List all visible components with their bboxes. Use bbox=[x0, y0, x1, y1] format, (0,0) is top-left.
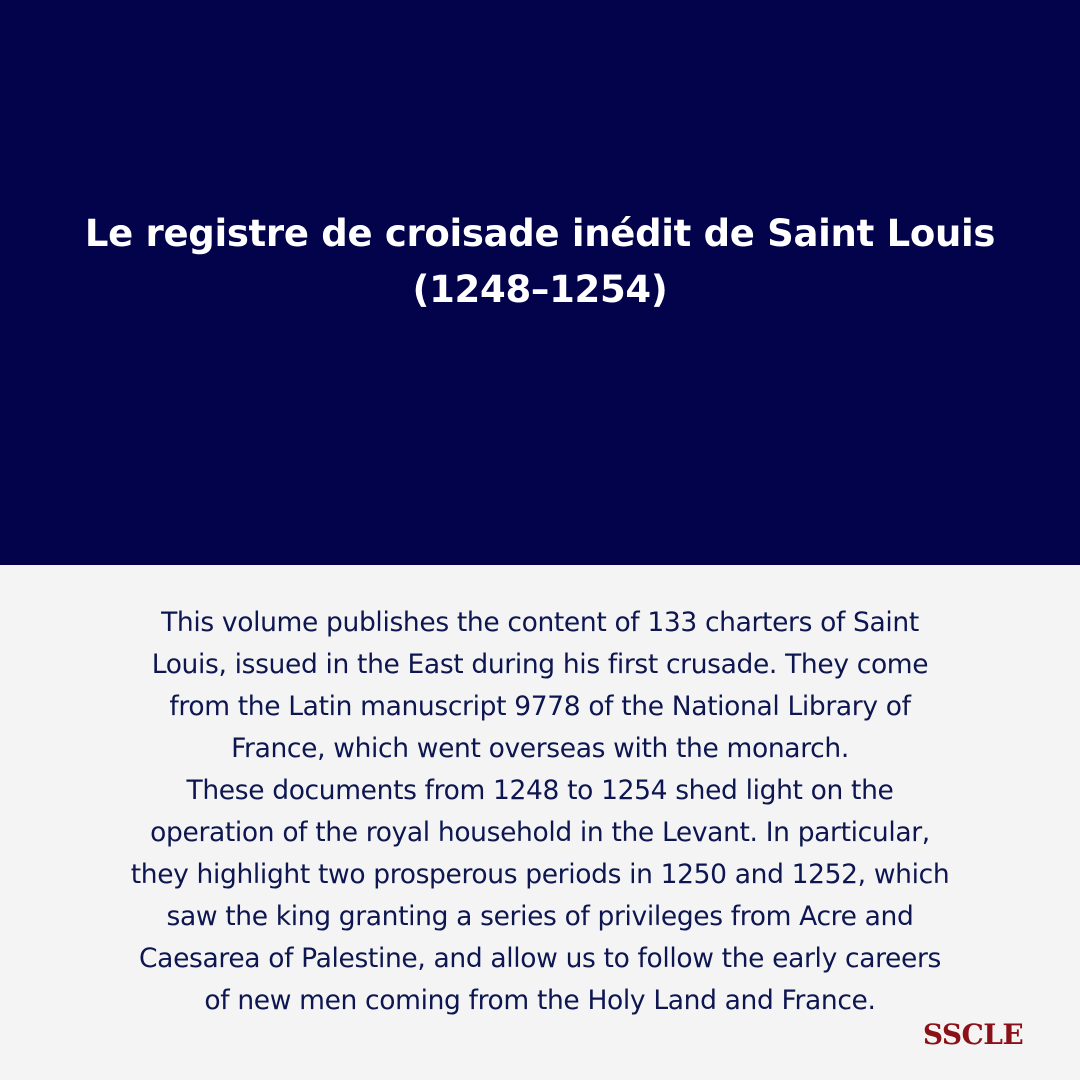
description-line-8: saw the king granting a series of privileges from Acre and bbox=[166, 901, 914, 932]
description-line-7: they highlight two prosperous periods in 1250 and 1252, which bbox=[130, 859, 950, 890]
description-panel bbox=[0, 565, 1080, 1080]
description-line-1: This volume publishes the content of 133 charters of Saint bbox=[161, 607, 919, 638]
sscle-logo-text: SSCLE bbox=[922, 1018, 1024, 1051]
title-line-1: Le registre de croisade inédit de Saint Louis bbox=[84, 212, 996, 255]
title-line-2: (1248–1254) bbox=[412, 268, 668, 311]
description-text bbox=[40, 602, 1040, 1022]
description-line-6: operation of the royal household in the Levant. In particular, bbox=[150, 817, 930, 848]
description-line-3: from the Latin manuscript 9778 of the National Library of bbox=[169, 691, 911, 722]
description-line-2: Louis, issued in the East during his first crusade. They come bbox=[151, 649, 929, 680]
description-line-5: These documents from 1248 to 1254 shed light on the bbox=[186, 775, 894, 806]
description-line-4: France, which went overseas with the monarch. bbox=[231, 733, 849, 764]
description-line-9: Caesarea of Palestine, and allow us to follow the early careers bbox=[139, 943, 941, 974]
description-line-10: of new men coming from the Holy Land and France. bbox=[204, 985, 876, 1016]
page-title bbox=[60, 206, 1020, 318]
sscle-logo-icon bbox=[918, 1013, 1028, 1057]
